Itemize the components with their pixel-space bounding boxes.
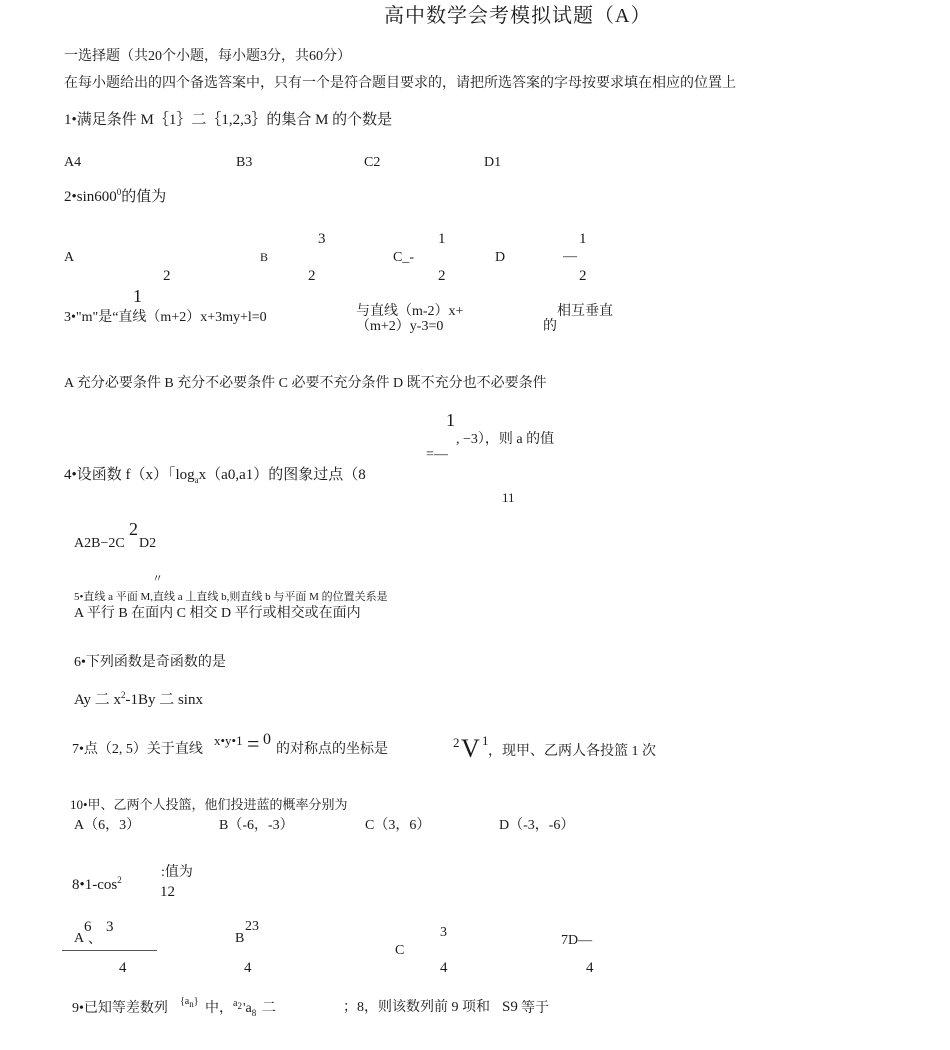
q9-a2 <box>233 999 242 1011</box>
q4-option-d: D2 <box>139 536 157 551</box>
q3-tail: 相互垂直 <box>557 304 613 319</box>
q4-fraction-one: 1 <box>446 410 455 430</box>
q8-den-b: 4 <box>244 960 252 976</box>
q3-line2-cut-text: （m+2）y-3=0 <box>356 319 444 334</box>
q8-a-top-six: 6 <box>84 919 92 935</box>
q9-seq-open: {a <box>180 996 190 1007</box>
q10-stem: 10•甲、乙两个人投篮，他们投进蓝的概率分别为 <box>70 797 348 812</box>
q2-denominator-d: 2 <box>579 268 587 284</box>
q8-den-c: 4 <box>440 960 448 976</box>
q8-option-a: A <box>74 931 85 946</box>
q1-option-c: C2 <box>364 155 381 170</box>
q3-line2-clip <box>356 319 476 334</box>
q3-tail-cut-text: 的 <box>543 319 557 334</box>
q6-options <box>74 691 203 708</box>
q7-option-d: D（-3，-6） <box>499 818 575 833</box>
q8-stem <box>72 876 122 893</box>
q8-den-d: 4 <box>586 960 594 976</box>
q8-c-top: 3 <box>440 925 447 940</box>
q5-mark: 〃 <box>152 573 163 585</box>
page-title: 高中数学会考模拟试题（A） <box>384 5 652 27</box>
q4-log-base: a <box>194 475 199 485</box>
q1-stem: 1•满足条件 M｛1｝二｛1,2,3｝的集合 M 的个数是 <box>64 112 393 128</box>
q3-fraction-one: 1 <box>133 286 142 306</box>
q8-value-label: :值为 <box>161 865 193 880</box>
q8-b-sup: 23 <box>245 919 259 934</box>
q2-option-d: D <box>495 250 506 265</box>
q7-stem: 7•点（2, 5）关于直线 <box>72 742 203 757</box>
q1-option-b: B3 <box>236 155 253 170</box>
q4-stem <box>64 468 366 485</box>
q9-sequence <box>180 997 199 1009</box>
q3-stem: 3•"m"是“直线（m+2）x+3my+l=0 <box>64 310 267 325</box>
q7-v-glyph: V <box>461 734 480 763</box>
q8-twelve: 12 <box>160 884 175 900</box>
q4-eleven: 11 <box>502 490 515 505</box>
q9-seq-sub: n <box>189 999 194 1009</box>
q2-option-b: B <box>260 250 269 264</box>
q8-option-d: 7D— <box>561 933 593 948</box>
q6-option-b: -1By 二 sinx <box>125 692 203 708</box>
instruction-text: 在每小题给出的四个备选答案中，只有一个是符合题目要求的，请把所选答案的字母按要求填在相应的位置上 <box>64 76 736 91</box>
q2-stem-text: 2•sin600 <box>64 189 117 205</box>
q4-stem-tail: x（a0,a1）的图象过点（8 <box>198 467 366 483</box>
q4-point-tail: , −3），则 a 的值 <box>456 432 555 447</box>
q3-line2: 与直线（m-2）x+ <box>356 304 464 319</box>
q2-denominator-b: 2 <box>308 268 316 284</box>
q1-option-a: A4 <box>64 155 82 170</box>
q9-a2-letter: a <box>233 998 238 1009</box>
q7-equals: = <box>247 731 260 756</box>
q9-a2-sub: 2 <box>237 1001 242 1011</box>
q9-a8-sub: 8 <box>251 1007 257 1018</box>
q2-numerator-b: 3 <box>318 231 326 247</box>
q6-square-sup: 2 <box>120 690 126 700</box>
q9-equals: 二 <box>262 1001 276 1016</box>
q8-option-c: C <box>395 943 405 958</box>
q8-a-fraction-bar <box>62 950 157 951</box>
q7-option-c: C（3，6） <box>365 818 431 833</box>
q7-option-a: A（6，3） <box>74 818 141 833</box>
q3-tail-clip <box>543 319 563 334</box>
q6-option-a: Ay 二 x <box>74 692 121 708</box>
q7-v-sup-right: 1 <box>482 733 489 748</box>
q9-stem-end: 等于 <box>521 1001 549 1016</box>
q4-exponent-two: 2 <box>129 519 138 539</box>
q7-zero: 0 <box>263 731 271 748</box>
q1-option-d: D1 <box>484 155 502 170</box>
q5-options: A 平行 B 在面内 C 相交 D 平行或相交或在面内 <box>74 606 361 621</box>
q8-square-sup: 2 <box>117 875 122 885</box>
section-heading: 一选择题（共20个小题，每小题3分，共60分） <box>64 49 351 64</box>
q4-stem-text: 4•设函数 f（x）「log <box>64 467 195 483</box>
q2-numerator-d: 1 <box>579 231 587 247</box>
q2-stem <box>64 188 166 205</box>
q6-stem: 6•下列函数是奇函数的是 <box>74 655 226 670</box>
q3-options: A 充分必要条件 B 充分不必要条件 C 必要不充分条件 D 既不充分也不必要条件 <box>64 376 547 391</box>
q8-stem-text: 8•1-cos <box>72 877 118 893</box>
q9-stem-tail: ；8，则该数列前 9 项和 <box>343 1000 490 1015</box>
q7-line-equation: x•y•1 <box>214 733 243 748</box>
q7-v-sup-left: 2 <box>453 735 460 750</box>
q2-numerator-c: 1 <box>438 231 446 247</box>
q8-a-top-three: 3 <box>106 919 114 935</box>
q8-option-b: B <box>235 931 245 946</box>
q9-a8 <box>243 1002 256 1018</box>
q2-option-d-dash: — <box>563 249 577 264</box>
q5-stem: 5•直线 a 平面 M,直线 a 丄直线 b,则直线 b 与平面 M 的位置关系是 <box>74 591 388 603</box>
q9-stem: 9•已知等差数列 <box>72 1001 168 1016</box>
q9-zhong: 中， <box>205 1001 233 1016</box>
q2-option-c: C_- <box>393 250 414 265</box>
q7-stem-tail: 的对称点的坐标是 <box>276 742 388 757</box>
q2-option-a: A <box>64 250 75 265</box>
q8-option-a-mark: 、 <box>88 932 102 947</box>
q8-den-a: 4 <box>119 960 127 976</box>
q7-v-tail: ，现甲、乙两人各投篮 1 次 <box>488 744 656 759</box>
q9-seq-close: } <box>193 996 199 1007</box>
q4-fraction-dash: =— <box>426 447 448 462</box>
q2-denominator-a: 2 <box>163 268 171 284</box>
q2-denominator-c: 2 <box>438 268 446 284</box>
q9-a8-letter: 'a <box>243 1001 252 1016</box>
q2-degree-sup: 0 <box>116 187 122 197</box>
q7-option-b: B（-6，-3） <box>219 818 294 833</box>
q4-options: A2B−2C <box>74 536 125 551</box>
q2-stem-tail: 的值为 <box>121 189 167 205</box>
q9-s9: S9 <box>502 999 518 1015</box>
